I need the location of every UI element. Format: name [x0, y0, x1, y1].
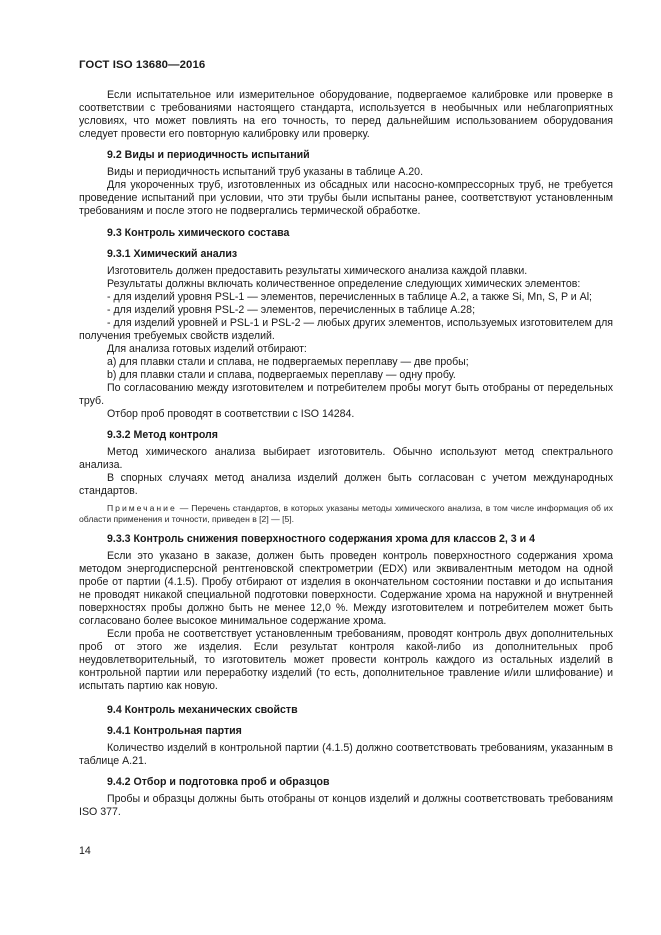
paragraph: Для укороченных труб, изготовленных из обсадных или насосно-компрессорных труб, не требуется проведение испытаний при условии, что эти трубы были испытаны ранее, соответствуют установленным требованиям и после этого не подвергались термической обработке.	[79, 179, 613, 217]
page-number: 14	[79, 845, 91, 857]
section-9-2-title: 9.2 Виды и периодичность испытаний	[107, 149, 310, 161]
list-item: - для изделий уровня PSL-2 — элементов, перечисленных в таблице А.28;	[107, 304, 476, 316]
document-body	[79, 89, 613, 819]
paragraph: Количество изделий в контрольной партии (4.1.5) должно соответствовать требованиям, указанным в таблице А.21.	[79, 742, 613, 767]
paragraph: Отбор проб проводят в соответствии с ISO 14284.	[107, 408, 355, 420]
paragraph: Если это указано в заказе, должен быть проведен контроль поверхностного содержания хрома методом энергодисперсной рентгеновской спектрометрии (EDX) или эквивалентным методом на одной пробе от партии (4.1.5). Пробу отбирают от изделия в окончательном состоянии поставки и до испытания не проводят никакой специальной подготовки поверхности. Содержание хрома на наружной и внутренней поверхностях пробы должно быть не менее 12,0 %. Между изготовителем и потребителем может быть согласовано более высокое минимальное содержание хрома.	[79, 550, 613, 627]
section-9-3-2-title: 9.3.2 Метод контроля	[107, 429, 218, 441]
section-9-4-1-title: 9.4.1 Контрольная партия	[107, 725, 242, 737]
paragraph: Виды и периодичность испытаний труб указаны в таблице А.20.	[107, 166, 424, 178]
section-9-3-1-title: 9.3.1 Химический анализ	[107, 248, 238, 260]
paragraph: Изготовитель должен предоставить результаты химического анализа каждой плавки.	[107, 265, 528, 277]
section-9-4-title: 9.4 Контроль механических свойств	[107, 704, 298, 716]
paragraph: Если проба не соответствует установленным требованиям, проводят контроль двух дополнительных проб от этого же изделия. Если результат контроля какой-либо из дополнительных проб неудовлетворительный, то изготовитель может провести контроль каждого из остальных изделий в контрольной партии или переработку изделий (то есть, дополнительное травление и/или шлифование) и испытать партию как новую.	[79, 628, 613, 692]
paragraph: Результаты должны включать количественное определение следующих химических элементов:	[107, 278, 581, 290]
paragraph: Метод химического анализа выбирает изготовитель. Обычно используют метод спектрального анализа.	[79, 446, 613, 471]
list-item: a) для плавки стали и сплава, не подвергаемых переплаву — две пробы;	[107, 356, 469, 368]
standard-header: ГОСТ ISO 13680—2016	[79, 59, 206, 71]
list-item: - для изделий уровня PSL-1 — элементов, перечисленных в таблице А.2, а также Si, Mn, S, P и Al;	[107, 291, 592, 303]
intro-paragraph: Если испытательное или измерительное оборудование, подвергаемое калибровке или проверке в соответствии с требованиями настоящего стандарта, используется в необычных или неблагоприятных условиях, что может повлиять на его точность, то перед дальнейшим использованием оборудования следует провести его повторную калибровку или проверку.	[79, 89, 613, 140]
paragraph: По согласованию между изготовителем и потребителем пробы могут быть отобраны от передельных труб.	[79, 382, 613, 407]
list-item: - для изделий уровней и PSL-1 и PSL-2 — любых других элементов, используемых изготовителем для получения требуемых свойств изделий.	[79, 317, 613, 342]
note-label: Примечание	[107, 503, 177, 513]
paragraph: Пробы и образцы должны быть отобраны от концов изделий и должны соответствовать требованиям ISO 377.	[79, 793, 613, 818]
section-9-3-title: 9.3 Контроль химического состава	[107, 227, 290, 239]
note	[79, 503, 613, 525]
section-9-3-3-title: 9.3.3 Контроль снижения поверхностного содержания хрома для классов 2, 3 и 4	[107, 533, 535, 545]
section-9-4-2-title: 9.4.2 Отбор и подготовка проб и образцов	[107, 776, 330, 788]
list-item: b) для плавки стали и сплава, подвергаемых переплаву — одну пробу.	[107, 369, 456, 381]
note-text: — Перечень стандартов, в которых указаны методы химического анализа, в том числе информация об их области применения и точности, приведен в [2] — [5].	[79, 503, 613, 524]
paragraph: Для анализа готовых изделий отбирают:	[107, 343, 307, 355]
paragraph: В спорных случаях метод анализа изделий должен быть согласован с учетом международных стандартов.	[79, 472, 613, 497]
